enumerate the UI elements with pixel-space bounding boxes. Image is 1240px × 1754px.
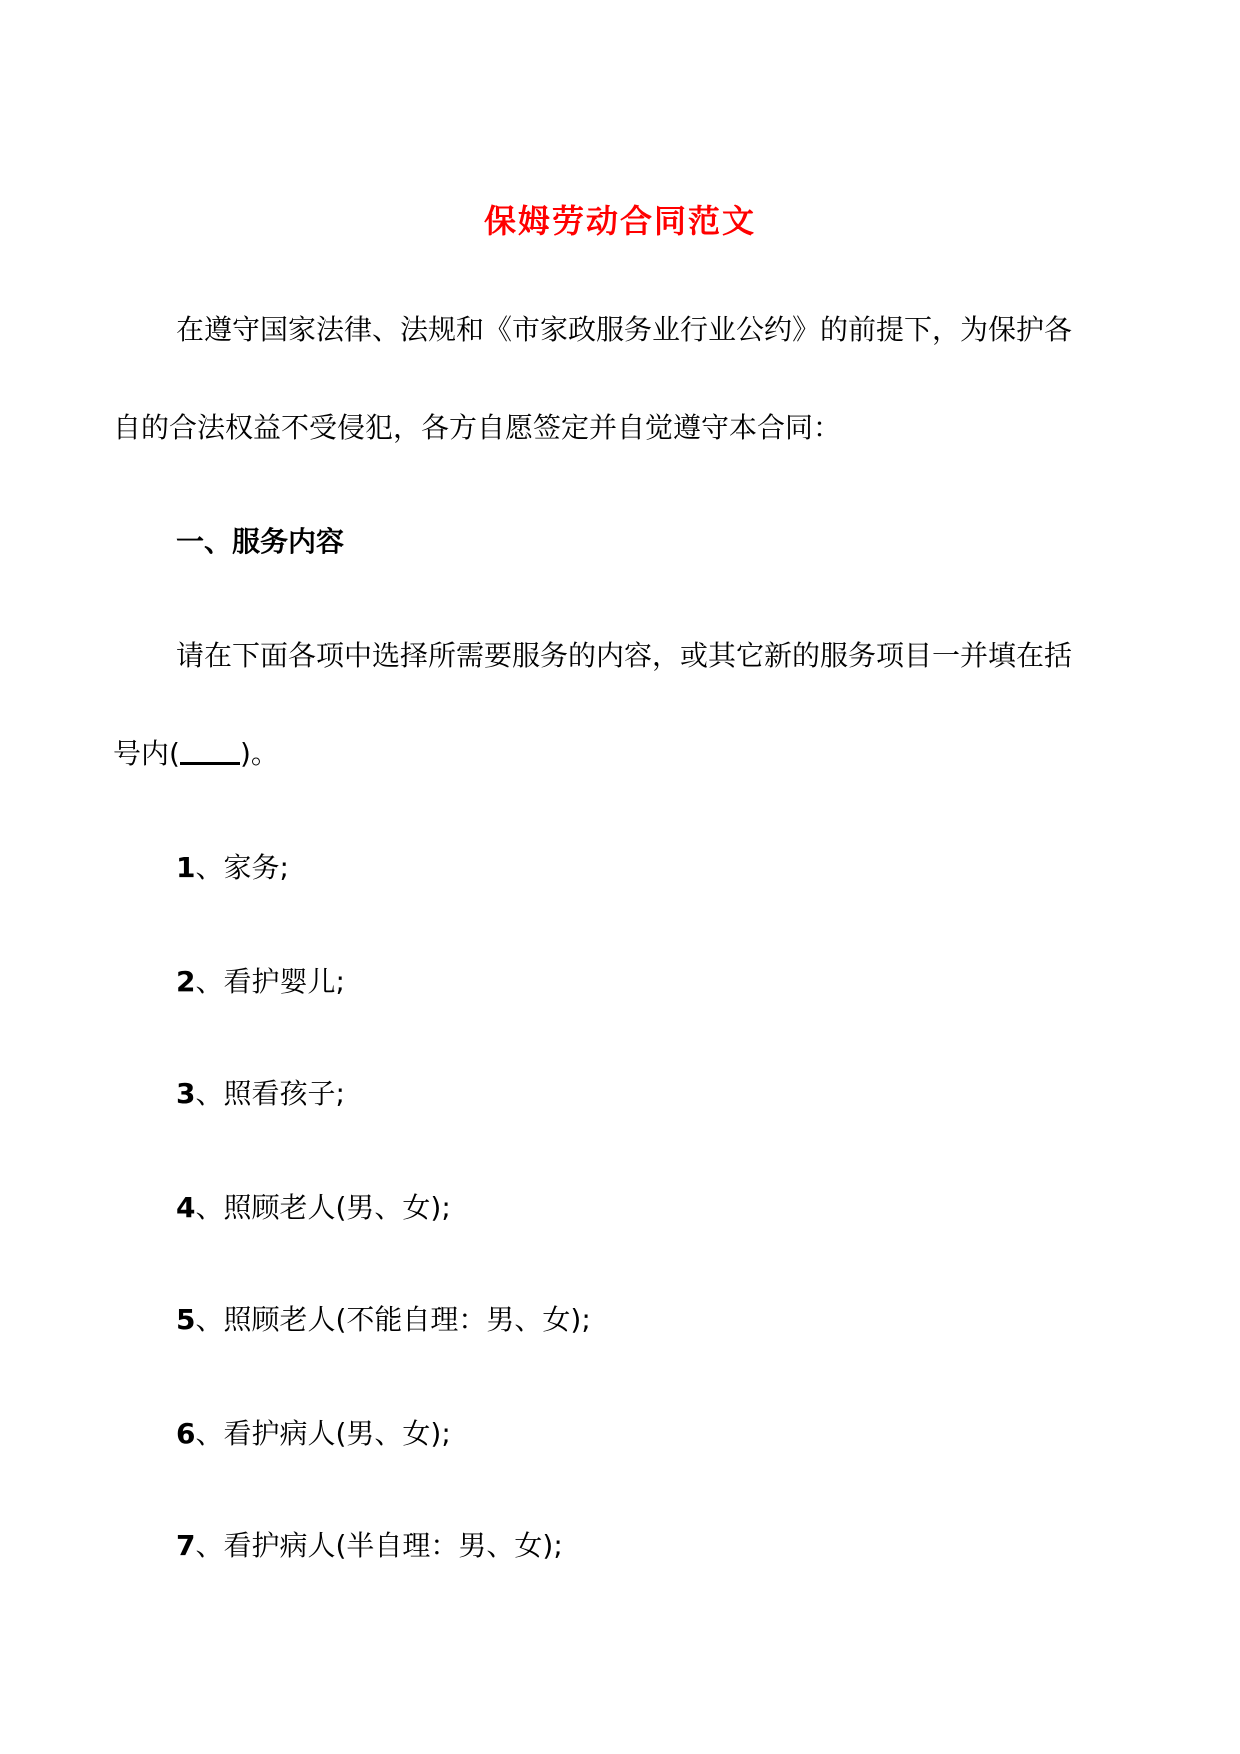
list-item-text: 、看护婴儿; <box>195 965 345 998</box>
section-heading-service-content: 一、服务内容 <box>176 525 345 558</box>
list-item-number: 3 <box>176 1077 196 1110</box>
list-item-text: 、看护病人(男、女); <box>195 1417 451 1450</box>
list-item <box>176 1188 451 1228</box>
list-item <box>176 1300 591 1340</box>
list-item-text: 、照顾老人(男、女); <box>195 1191 451 1224</box>
fill-in-blank <box>180 734 240 765</box>
instruction-line-2-suffix: )。 <box>239 737 279 770</box>
list-item-number: 4 <box>176 1191 196 1224</box>
list-item-text: 、照顾老人(不能自理：男、女); <box>195 1303 591 1336</box>
list-item-number: 6 <box>176 1417 196 1450</box>
list-item <box>176 962 345 1002</box>
list-item-text: 、家务; <box>195 851 289 884</box>
list-item-number: 2 <box>176 965 196 998</box>
list-item-number: 5 <box>176 1303 196 1336</box>
list-item-number: 1 <box>176 851 196 884</box>
instruction-line-2 <box>113 734 279 774</box>
list-item <box>176 1414 451 1454</box>
instruction-line-1: 请在下面各项中选择所需要服务的内容，或其它新的服务项目一并填在括 <box>176 639 1073 672</box>
list-item-text: 、看护病人(半自理：男、女); <box>195 1529 563 1562</box>
list-item-number: 7 <box>176 1529 196 1562</box>
list-item <box>176 848 289 888</box>
list-item <box>176 1526 563 1566</box>
intro-line-1: 在遵守国家法律、法规和《市家政服务业行业公约》的前提下，为保护各 <box>176 313 1073 346</box>
instruction-line-2-prefix: 号内( <box>113 737 180 770</box>
list-item <box>176 1074 345 1114</box>
intro-line-2: 自的合法权益不受侵犯，各方自愿签定并自觉遵守本合同： <box>113 411 842 444</box>
list-item-text: 、照看孩子; <box>195 1077 345 1110</box>
document-title: 保姆劳动合同范文 <box>483 202 756 240</box>
